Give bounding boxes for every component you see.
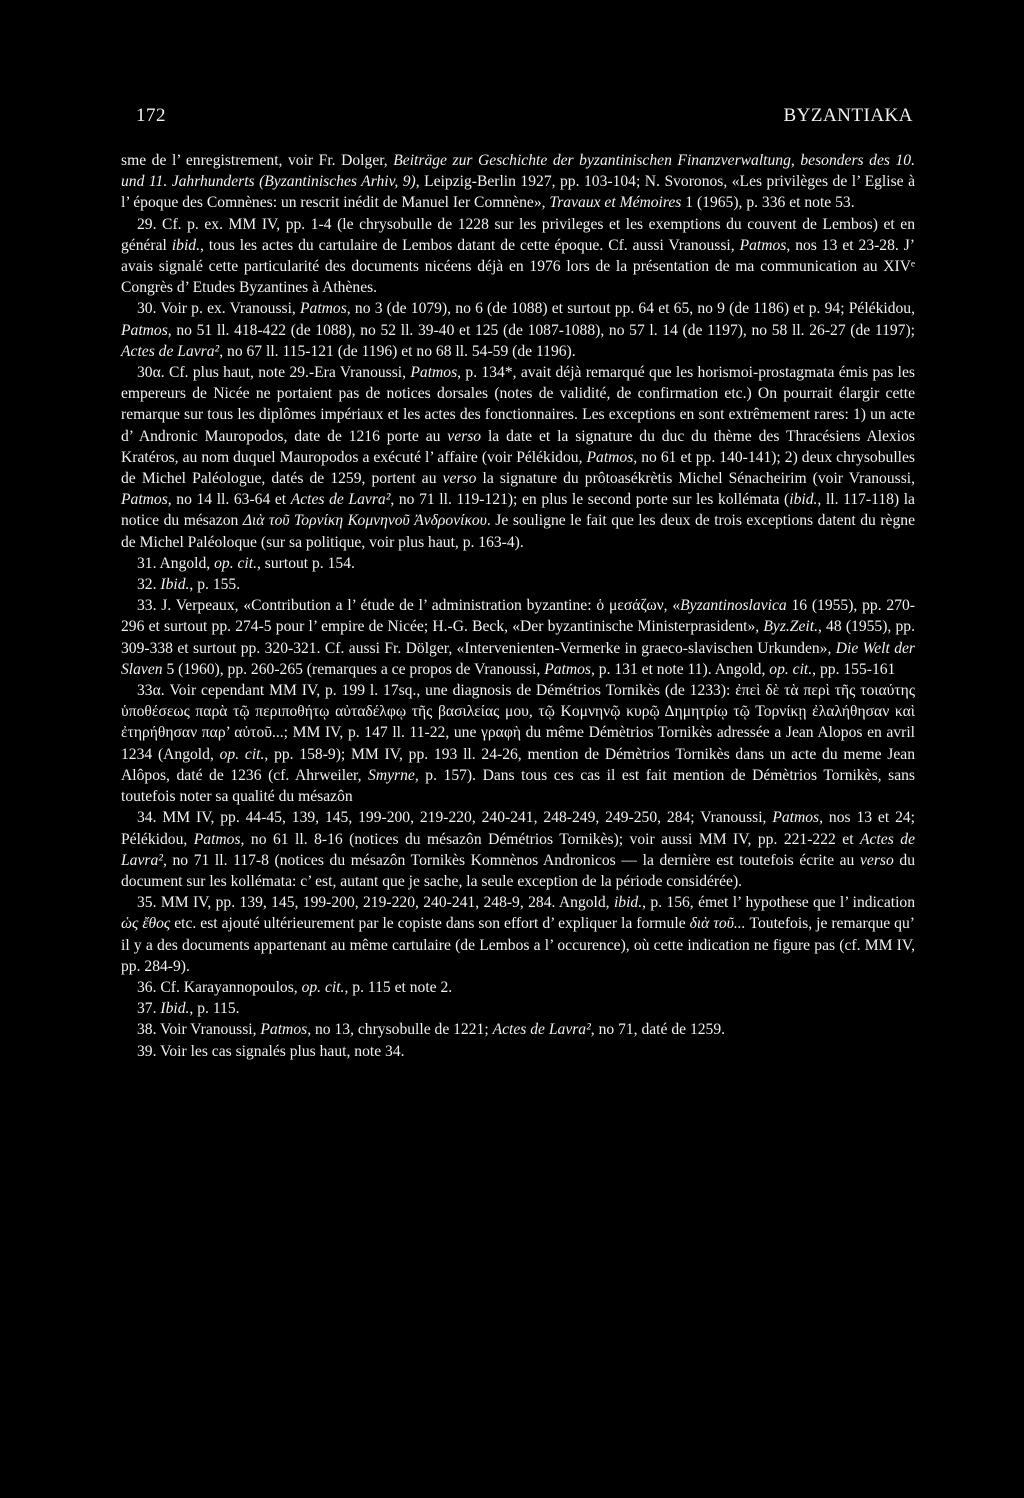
footnote-text: , nos 13 et 23-28. J’ avais signalé cette particularité des documents nicéens déjà en 1976 lors de la présentation de ma communication au XIVᵉ Congrès d’ Etudes Byzantines à Athènes. — [121, 236, 915, 297]
footnote-text: , no 14 ll. 63-64 et — [167, 491, 291, 509]
footnote-text: verso — [442, 470, 477, 488]
footnote-text: , 48 (1955), pp. 309-338 et surtout pp. 320-321. Cf. aussi Fr. Dölger, «Intervenienten-Vermerke in graeco-slavischen Urkunden», — [121, 618, 915, 657]
footnote-text: , no 3 (de 1079), no 6 (de 1088) et surtout pp. 64 et 65, no 9 (de 1186) et p. 94; Pélékidou, — [346, 300, 915, 318]
footnote-text: Patmos — [260, 1021, 308, 1039]
footnote-text: 38. Voir Vranoussi, — [137, 1021, 261, 1039]
footnote-n30 — [121, 298, 915, 362]
footnote-n28c — [121, 150, 915, 214]
footnote-text: , no 61 et pp. 140-141); 2) deux chrysobulles de Michel Paléologue, datés de 1259, portent au — [121, 448, 915, 488]
footnote-text: 1 (1965), p. 336 et note 53. — [681, 194, 855, 212]
footnote-text: ibid. — [171, 236, 200, 254]
footnote-text: Beiträge zur Geschichte der byzantinischen Finanzverwaltung, besonders des 10. und 11. Jahrhunderts (Byzantinisches Arhiv, 9) — [121, 152, 915, 191]
footnote-text: Die Welt der Slaven — [121, 639, 916, 678]
footnote-n36 — [121, 977, 915, 998]
footnote-text: , tous les actes du cartulaire de Lembos datant de cette époque. Cf. aussi Vranoussi, — [200, 236, 740, 254]
footnote-n39 — [121, 1041, 915, 1062]
footnote-text: Actes de Lavra² — [121, 342, 220, 360]
footnote-text: ibid. — [613, 894, 643, 912]
footnotes — [121, 150, 915, 1062]
footnote-text: Toutefois, je remarque qu’ il y a des documents appartenant au même cartulaire (de Lembos a l’ occurence), où cette indication ne figure pas (cf. MM IV, pp. 284-9). — [121, 915, 915, 975]
footnote-text: Actes de Lavra² — [492, 1021, 591, 1039]
footnote-n38 — [121, 1019, 915, 1040]
running-header — [136, 105, 913, 127]
footnote-text: , no 13, chrysobulle de 1221; — [307, 1021, 493, 1039]
footnote-text: 37. — [137, 1000, 161, 1018]
footnote-text: , p. 156, émet l’ hypothese que l’ indication — [642, 894, 915, 912]
footnote-text: Patmos — [410, 364, 458, 382]
footnote-text: la signature du prôtoasékrètis Michel Sénacheirim (voir Vranoussi, — [476, 470, 915, 488]
footnote-text: verso — [859, 851, 894, 869]
footnote-text: op. cit. — [214, 554, 257, 572]
footnote-text: 32. — [137, 576, 161, 594]
footnote-text: , no 71, daté de 1259. — [590, 1021, 726, 1039]
footnote-text: Byzantinoslavica — [680, 597, 787, 615]
footnote-text: Patmos — [121, 491, 168, 509]
footnote-text: op. cit. — [301, 978, 345, 996]
footnote-text: 5 (1960), pp. 260-265 (remarques a ce propos de Vranoussi, — [162, 660, 545, 678]
footnote-text: 29. Cf. p. ex. MM IV, pp. 1-4 (le chrysobulle de 1228 sur les privileges et les exemptions du couvent de Lembos) et en général — [121, 215, 915, 254]
footnote-text: , Leipzig-Berlin 1927, pp. 103-104; N. Svoronos, «Les privilèges de l’ Eglise à l’ époque des Comnènes: un rescrit inédit de Manuel Ier Comnène», — [121, 173, 915, 212]
footnote-text: , nos 13 et 24; Pélékidou, — [121, 809, 915, 848]
footnote-text: , p. 115. — [189, 1000, 240, 1018]
footnote-n33a — [121, 680, 915, 807]
footnote-text: Actes de Lavra² — [290, 491, 391, 509]
footnote-text: Patmos — [300, 300, 347, 318]
footnote-text: 31. Angold, — [137, 554, 215, 572]
footnote-text: Smyrne — [368, 766, 415, 784]
footnote-n33 — [121, 595, 915, 680]
footnote-text: Ibid. — [160, 1000, 190, 1018]
footnote-text: Patmos — [544, 660, 591, 678]
footnote-text: op. cit. — [769, 660, 813, 678]
footnote-text: , no 67 ll. 115-121 (de 1196) et no 68 ll. 54-59 (de 1196). — [219, 342, 576, 360]
footnote-text: op. cit. — [219, 745, 265, 763]
footnote-n29 — [121, 214, 915, 299]
footnote-text: , ll. 117-118) la notice du mésazon — [121, 491, 915, 530]
footnote-n37 — [121, 998, 915, 1019]
footnote-text: , p. 131 et note 11). Angold, — [590, 660, 770, 678]
footnote-text: Patmos — [739, 236, 787, 254]
footnote-n30a — [121, 362, 915, 553]
running-title: BYZANTIAKA — [783, 105, 913, 126]
footnote-n35 — [121, 892, 915, 977]
footnote-n31 — [121, 553, 915, 574]
footnote-text: Patmos — [121, 321, 168, 339]
footnote-text: 36. Cf. Karayannopoulos, — [137, 978, 302, 996]
footnote-text: , no 51 ll. 418-422 (de 1088), no 52 ll. 39-40 et 125 (de 1087-1088), no 57 l. 14 (de 1197), no 58 ll. 26-27 (de 1197); — [167, 321, 915, 339]
footnote-text: 39. Voir les cas signalés plus haut, note 34. — [137, 1042, 405, 1060]
page-number: 172 — [136, 105, 166, 126]
footnote-text: Patmos — [586, 448, 634, 466]
footnote-n34 — [121, 807, 915, 892]
footnote-text: Ibid. — [160, 576, 190, 594]
footnote-text: ὡς ἔθος — [121, 915, 171, 933]
footnote-text: 16 (1955), pp. 270-296 et surtout pp. 274-5 pour l’ empire de Nicée; H.-G. Beck, «Der byzantinische Ministerprasident», — [121, 597, 915, 636]
footnote-text: sme de l’ enregistrement, voir Fr. Dolger, — [121, 152, 394, 169]
footnote-text: διὰ τοῦ... — [689, 915, 746, 933]
footnote-text: , no 61 ll. 8-16 (notices du mésazôn Démétrios Tornikès); voir aussi MM IV, pp. 221-222 et — [240, 830, 861, 848]
footnote-text: la date et la signature du duc du thème des Thracésiens Alexios Kratéros, au nom duquel Mauropodos a exécuté l’ affaire (voir Pélékidou, — [121, 427, 915, 466]
footnote-text: Διὰ τοῦ Τορνίκη Κομνηνοῦ Ἀνδρονίκου — [242, 512, 487, 530]
footnote-text: , no 71 ll. 119-121); en plus le second porte sur les kollémata ( — [390, 491, 790, 509]
footnote-text: , p. 134*, avait déjà remarqué que les horismoi-prostagmata émis pas les empereurs de Nicée ne portaient pas de notices dorsales (notes de validité, de confirmation etc.) On pourrait élargir cette remarque sur tous les diplômes impériaux et les actes des fonctionnaires. Les exceptions en sont extrêmement rares: 1) un acte d’ Andronic Mauropodos, date de 1216 porte au — [121, 364, 915, 445]
footnote-text: 30α. Cf. plus haut, note 29.-Era Vranoussi, — [137, 364, 411, 382]
footnote-text: 30. Voir p. ex. Vranoussi, — [137, 300, 301, 318]
footnote-text: , p. 157). Dans tous ces cas il est fait mention de Démètrios Tornikès, sans toutefois noter sa qualité du mésazôn — [121, 766, 915, 806]
footnote-text: Travaux et Mémoires — [549, 194, 682, 212]
footnote-text: verso — [447, 427, 482, 445]
footnote-text: , pp. 158-9); MM IV, pp. 193 ll. 24-26, mention de Démètrios Tornikès dans un acte du meme Jean Alôpos, daté de 1236 (cf. Ahrweiler, — [121, 745, 915, 784]
footnote-text: , no 71 ll. 117-8 (notices du mésazôn Tornikès Komnènos Andronicos — la dernière est toutefois écrite au — [162, 851, 860, 869]
footnote-text: Actes de Lavra² — [121, 830, 915, 869]
footnote-text: Byz.Zeit. — [763, 618, 818, 636]
footnote-n32 — [121, 574, 915, 595]
footnote-text: ibid. — [789, 491, 818, 509]
footnote-text: du document sur les kollémata: c’ est, autant que je sache, la seule exception de la période considérée). — [121, 851, 915, 890]
footnote-text: 34. MM IV, pp. 44-45, 139, 145, 199-200, 219-220, 240-241, 248-249, 249-250, 284; Vranoussi, — [137, 809, 773, 827]
footnote-text: , p. 115 et note 2. — [344, 978, 453, 996]
footnote-text: 33. J. Verpeaux, «Contribution a l’ étude de l’ administration byzantine: ὁ μεσάζων, « — [137, 597, 681, 615]
footnote-text: 33α. Voir cependant MM IV, p. 199 l. 17sq., une diagnosis de Démétrios Tornikès (de 1233): ἐπεὶ δὲ τὰ περὶ τῆς τοιαύτης ὑποθέσεως παρὰ τῷ περιποθήτῳ αὐταδέλφῳ τῆς βασιλείας μου, τῷ Κομνηνῷ κυρῷ Δημητρίῳ τῷ Τορνίκῃ ἐλαλήθησαν καὶ ἐτηρήθησαν παρ’ αὐτοῦ...; MM IV, p. 147 ll. 11-22, une γραφὴ du même Démètrios Tornikès adressée a Jean Alopos en avril 1234 (Angold, — [121, 682, 915, 763]
footnote-text: , pp. 155-161 — [812, 660, 896, 678]
footnote-text: , surtout p. 154. — [257, 554, 355, 572]
footnote-text: Patmos — [772, 809, 820, 827]
footnote-text: 35. MM IV, pp. 139, 145, 199-200, 219-220, 240-241, 248-9, 284. Angold, — [137, 894, 614, 912]
footnote-text: etc. est ajouté ultérieurement par le copiste dans son effort d’ expliquer la formule — [170, 915, 690, 933]
footnote-text: . Je souligne le fait que les deux de trois exceptions datent du règne de Michel Paléoloque (sur sa politique, voir plus haut, p. 163-4). — [121, 512, 915, 551]
footnote-text: Patmos — [193, 830, 241, 848]
footnote-text: , p. 155. — [189, 576, 241, 594]
